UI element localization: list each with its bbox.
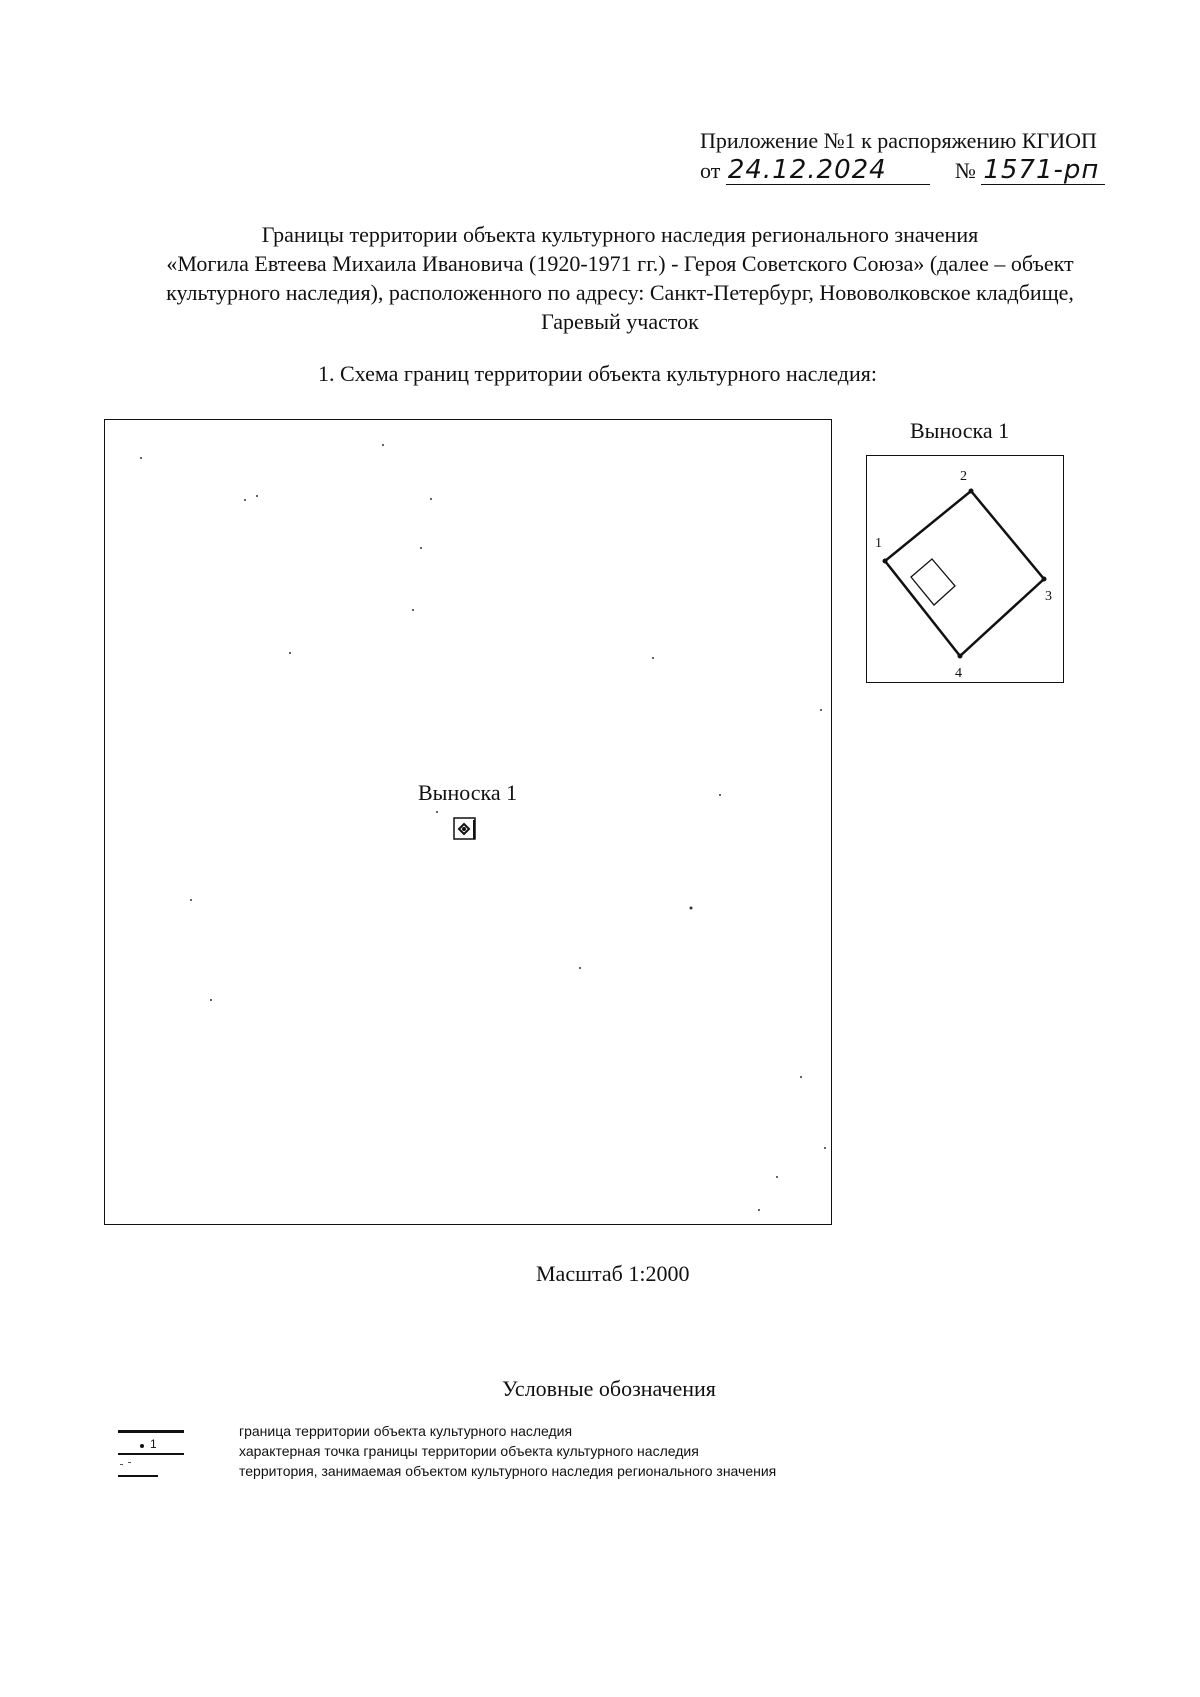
legend-item-boundary: граница территории объекта культурного наследия <box>239 1423 573 1439</box>
date-prefix: от <box>700 158 721 183</box>
order-date: 24.12.2024 <box>726 156 930 185</box>
boundary-line-symbol <box>118 1430 184 1433</box>
callout-marker-icon <box>453 817 477 841</box>
boundary-point-1 <box>883 559 888 564</box>
boundary-point-4 <box>958 654 963 659</box>
title-line-4: Гаревый участок <box>541 309 699 334</box>
legend-title: Условные обозначения <box>502 1376 716 1401</box>
number-prefix: № <box>954 158 976 183</box>
occupied-area-symbol <box>118 1462 158 1478</box>
map-scale: Масштаб 1:2000 <box>536 1261 690 1286</box>
appendix-heading: Приложение №1 к распоряжению КГИОП <box>700 128 1097 153</box>
boundary-point-3 <box>1042 577 1047 582</box>
legend-item-point: характерная точка границы территории объекта культурного наследия <box>239 1443 699 1459</box>
boundary-polygon <box>885 491 1044 656</box>
order-reference <box>700 156 1105 185</box>
point-symbol-label: 1 <box>150 1437 157 1451</box>
document-title <box>90 220 1150 336</box>
inset-boundary-drawing <box>867 456 1063 682</box>
order-number: 1571-рп <box>981 156 1105 185</box>
occupied-area <box>911 559 955 605</box>
boundary-point-2 <box>969 489 974 494</box>
point-label-4: 4 <box>955 666 962 681</box>
map-callout-label: Выноска 1 <box>418 780 518 805</box>
title-line-2: «Могила Евтеева Михаила Ивановича (1920-1971 гг.) - Героя Советского Союза» (далее – объект <box>166 251 1074 276</box>
point-label-3: 3 <box>1045 589 1052 604</box>
boundary-point-symbol <box>118 1437 184 1457</box>
section-title: 1. Схема границ территории объекта культурного наследия: <box>318 361 878 386</box>
inset-map <box>866 455 1064 683</box>
legend-item-area: территория, занимаемая объектом культурного наследия регионального значения <box>239 1463 777 1479</box>
inset-label: Выноска 1 <box>910 418 1010 443</box>
title-line-1: Границы территории объекта культурного наследия регионального значения <box>261 222 979 247</box>
point-label-1: 1 <box>875 536 882 551</box>
title-line-3: культурного наследия), расположенного по адресу: Санкт-Петербург, Нововолковское кладбище, <box>166 280 1074 305</box>
point-label-2: 2 <box>960 469 967 484</box>
